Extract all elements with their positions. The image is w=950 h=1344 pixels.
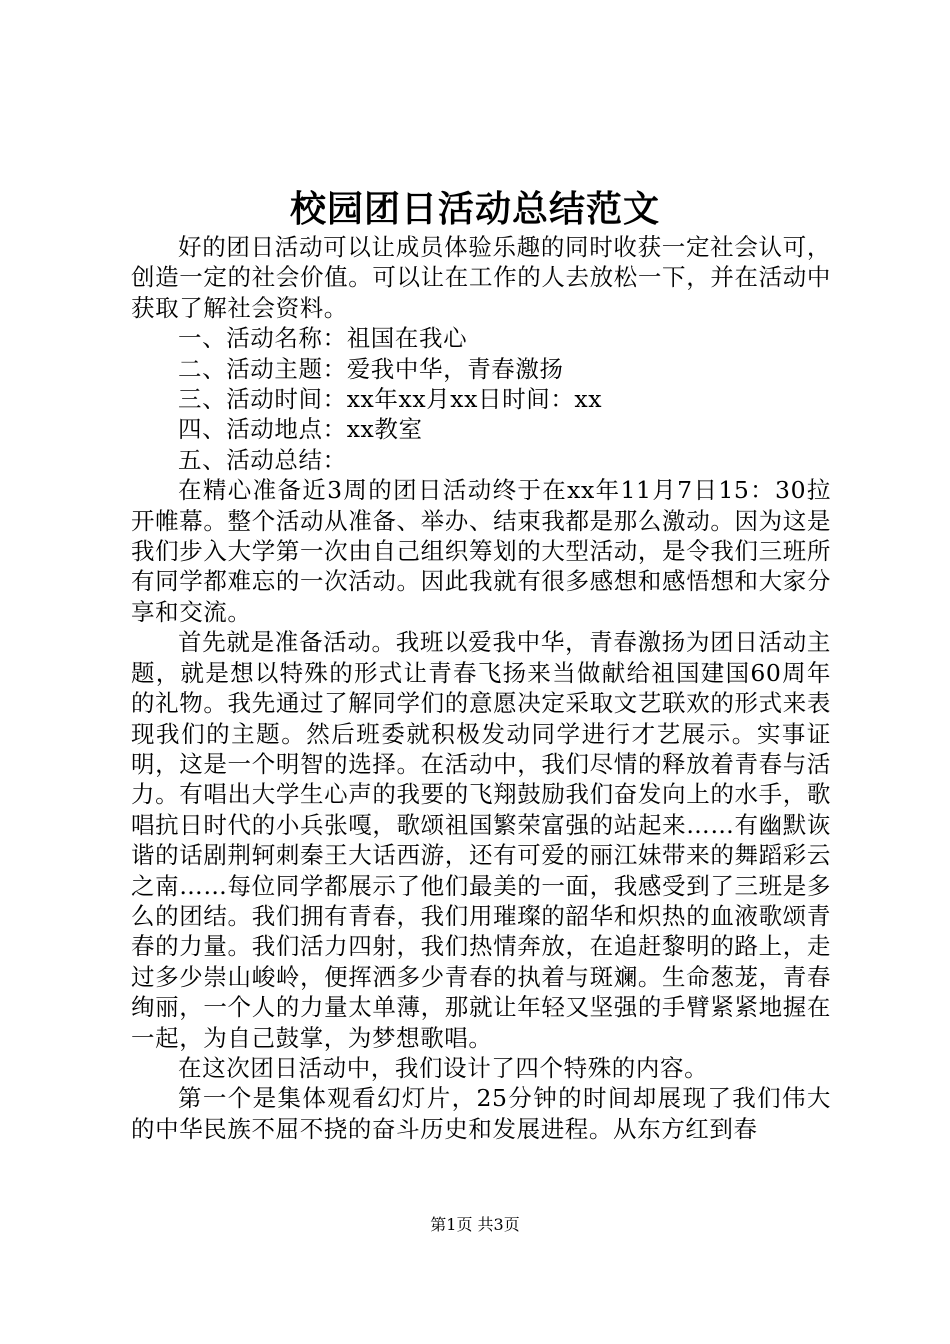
activity-location-line: 四、活动地点：xx教室 [178, 415, 423, 444]
summary-paragraph: 在精心准备近3周的团日活动终于在xx年11月7日15：30拉开帷幕。整个活动从准备、举办、结束我都是那么激动。因为这是我们步入大学第一次由自己组织筹划的大型活动，是令我们三班所有同学都难忘的一次活动。因此我就有很多感想和感悟想和大家分享和交流。 [131, 476, 831, 626]
document-title: 校园团日活动总结范文 [289, 188, 660, 230]
content-intro-paragraph: 在这次团日活动中，我们设计了四个特殊的内容。 [178, 1053, 709, 1082]
activity-summary-heading: 五、活动总结： [178, 445, 347, 474]
activity-time-line: 三、活动时间：xx年xx月xx日时间：xx [178, 385, 603, 414]
intro-paragraph: 好的团日活动可以让成员体验乐趣的同时收获一定社会认可，创造一定的社会价值。可以让在工作的人去放松一下，并在活动中获取了解社会资料。 [131, 233, 831, 322]
activity-theme-line: 二、活动主题：爱我中华，青春激扬 [178, 354, 564, 383]
first-item-paragraph: 第一个是集体观看幻灯片，25分钟的时间却展现了我们伟大的中华民族不屈不挠的奋斗历史和发展进程。从东方红到春 [131, 1084, 831, 1143]
document-body [131, 232, 831, 1144]
preparation-paragraph: 首先就是准备活动。我班以爱我中华，青春激扬为团日活动主题，就是想以特殊的形式让青春飞扬来当做献给祖国建国60周年的礼物。我先通过了解同学们的意愿决定采取文艺联欢的形式来表现我们的主题。然后班委就积极发动同学进行才艺展示。实事证明，这是一个明智的选择。在活动中，我们尽情的释放着青春与活力。有唱出大学生心声的我要的飞翔鼓励我们奋发向上的水手，歌唱抗日时代的小兵张嘎，歌颂祖国繁荣富强的站起来……有幽默诙谐的话剧荆轲刺秦王大话西游，还有可爱的丽江妹带来的舞蹈彩云之南……每位同学都展示了他们最美的一面，我感受到了三班是多么的团结。我们拥有青春，我们用璀璨的韶华和炽热的血液歌颂青春的力量。我们活力四射，我们热情奔放，在追赶黎明的路上，走过多少崇山峻岭，便挥洒多少青春的执着与斑斓。生命葱茏，青春绚丽，一个人的力量太单薄，那就让年轻又坚强的手臂紧紧地握在一起，为自己鼓掌，为梦想歌唱。 [131, 628, 831, 1052]
activity-name-line: 一、活动名称：祖国在我心 [178, 324, 468, 353]
page-indicator: 第1页 共3页 [430, 1215, 520, 1234]
